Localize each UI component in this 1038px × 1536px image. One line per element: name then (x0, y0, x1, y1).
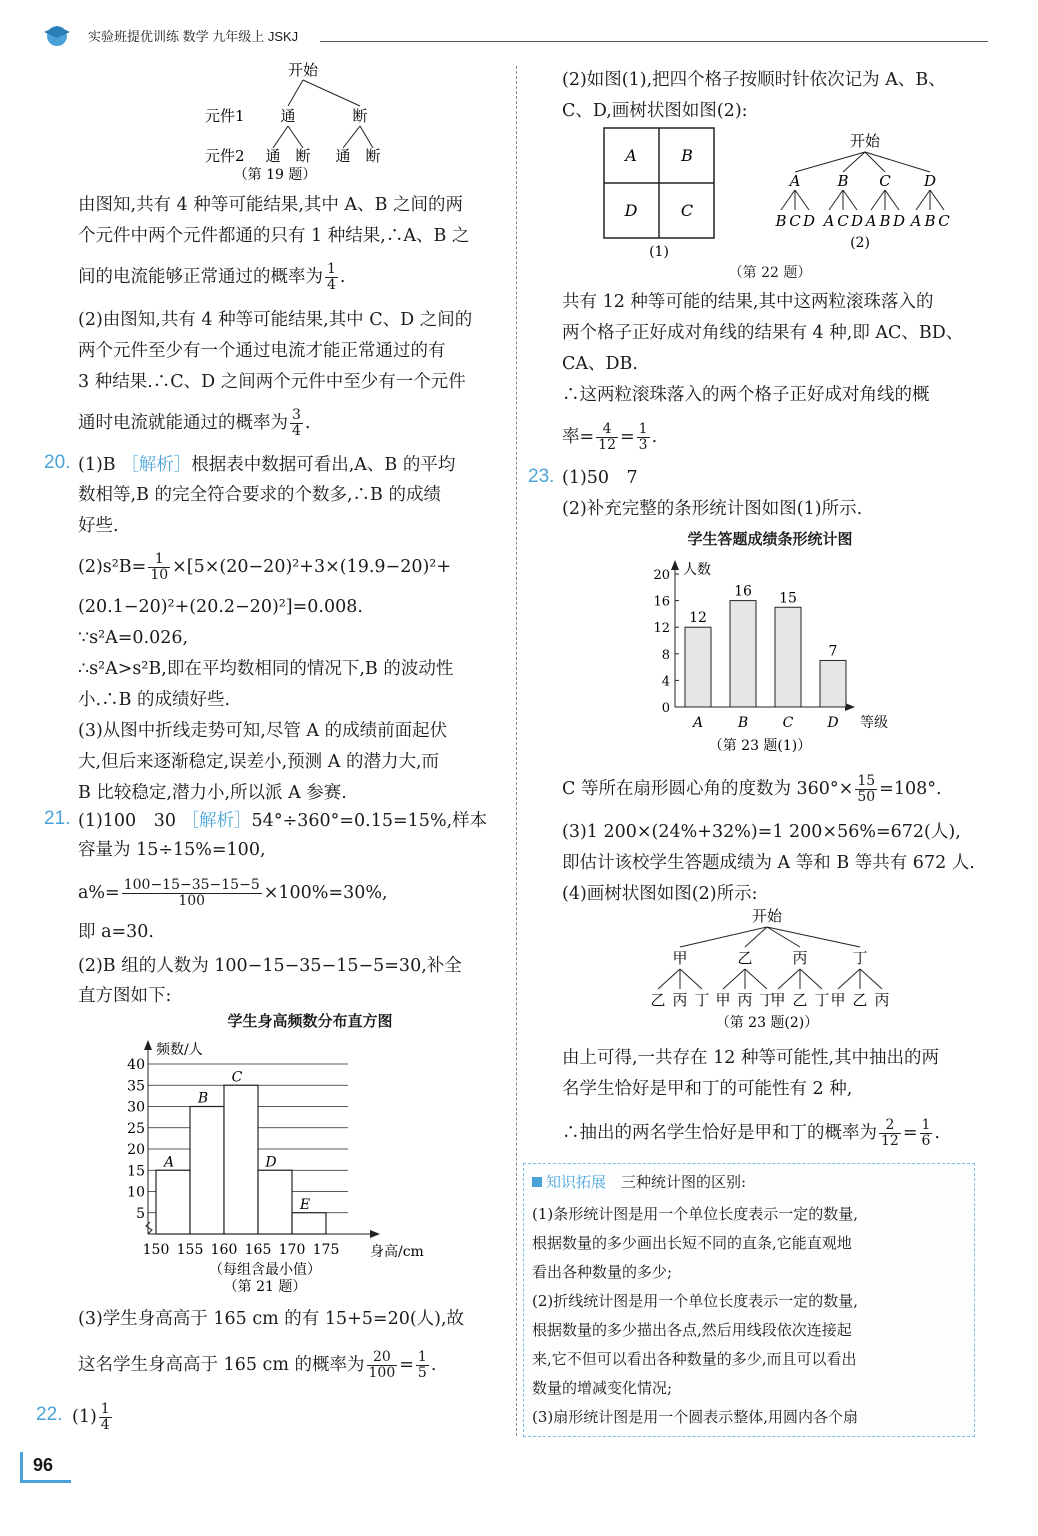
tree-root: 开始 (287, 61, 319, 79)
svg-text:(1): (1) (649, 244, 669, 260)
q22-1: (1) $\frac{1}{4}$ (72, 1401, 110, 1433)
q23-line2: (2)补充完整的条形统计图如图(1)所示. (562, 499, 863, 519)
svg-text:通: 通 (280, 107, 296, 125)
y-tick-label: 4 (661, 674, 670, 690)
svg-text:C: C (680, 201, 694, 220)
svg-text:D: D (624, 201, 638, 220)
tree-edge (838, 969, 860, 989)
question-number-20: 20. (44, 452, 71, 473)
question-number-23: 23. (528, 466, 555, 487)
graduation-cap-icon (40, 24, 74, 46)
fraction: $\frac{1}{5}$ (417, 1349, 427, 1381)
tree-leaf: C (789, 212, 801, 230)
tree-caption: (2) (850, 235, 870, 251)
y-axis-arrow (144, 1040, 152, 1050)
svg-text:断: 断 (365, 147, 381, 165)
fraction: $\frac{100-15-35-15-5}{100}$ (123, 877, 260, 909)
analysis-tag: ［解析］ (121, 454, 192, 474)
tree-diagram-19 (195, 58, 405, 183)
p22-line5: 率= $\frac{4}{12}$ = $\frac{1}{3}$ . (562, 421, 658, 453)
fraction: $\frac{1}{10}$ (150, 551, 169, 583)
q21-a-result: 即 a=30. (78, 922, 154, 942)
tree-root: 开始 (751, 907, 783, 925)
fraction: $\frac{3}{4}$ (292, 407, 301, 439)
y-tick-label: 12 (653, 621, 670, 637)
q20-2-line2: (20.1−20)²+(20.2−20)²]=0.008. (78, 597, 363, 617)
tree-node: 乙 (737, 949, 753, 967)
tree-edge (795, 190, 809, 210)
tree-edge (745, 969, 767, 989)
tree-leaf: 丙 (737, 991, 753, 1009)
y-tick-label: 15 (127, 1163, 145, 1180)
x-tick-label: 165 (244, 1242, 272, 1258)
p23-4-intro: (4)画树状图如图(2)所示: (562, 884, 758, 904)
x-tick-label: B (737, 715, 749, 731)
bar-value-label: 12 (689, 610, 707, 627)
x-tick-label: 170 (278, 1242, 306, 1258)
question-number-21: 21. (44, 808, 71, 829)
tree-leaf: B (879, 212, 891, 230)
bar-chart (640, 552, 900, 757)
axis-break (146, 1222, 152, 1234)
x-axis-arrow (370, 1230, 380, 1238)
histogram-title: 学生身高频数分布直方图 (227, 1013, 393, 1030)
y-axis-arrow (671, 560, 679, 570)
svg-text:B: B (681, 146, 693, 165)
tree-leaf: A (823, 212, 835, 230)
svg-text:断: 断 (352, 107, 368, 125)
tree-leaf: 丙 (672, 991, 688, 1009)
svg-text:通: 通 (265, 147, 281, 165)
tree-node: 甲 (672, 949, 688, 967)
tree-leaf: 乙 (650, 991, 666, 1009)
svg-text:通: 通 (335, 147, 351, 165)
tree-leaf: 丙 (874, 991, 890, 1009)
p22-line1: 共有 12 种等可能的结果,其中这两粒滚珠落入的 (562, 292, 934, 312)
header (40, 24, 990, 48)
tree-caption: （第 23 题(2)） (715, 1015, 819, 1031)
fraction: $\frac{2}{12}$ (881, 1117, 899, 1149)
p23-4-line2: 名学生恰好是甲和丁的可能性有 2 种, (562, 1079, 853, 1099)
q23-line1: (1)50 7 (562, 468, 638, 488)
bar-A (685, 627, 711, 707)
tree-node: A (789, 172, 801, 190)
fraction: $\frac{1}{4}$ (100, 1401, 110, 1433)
p23-3-line2: 即估计该校学生答题成绩为 A 等和 B 等共有 672 人. (562, 853, 975, 873)
tree-edge (829, 190, 843, 210)
tree-edge (778, 969, 800, 989)
tree-leaf: C (837, 212, 849, 230)
tree-node: C (879, 172, 891, 190)
tree-leaf: 丁 (759, 991, 775, 1009)
tree-node: 丙 (792, 949, 808, 967)
histogram-bar-B (190, 1107, 224, 1235)
para-19-2d: 通时电流就能通过的概率为 $\frac{3}{4}$ . (78, 407, 311, 439)
y-tick-label: 25 (127, 1120, 145, 1137)
q20-line2: 数相等,B 的完全符合要求的个数多,∴B 的成绩 (78, 485, 441, 505)
bar-value-label: 16 (734, 583, 752, 600)
q21-3-line1: (3)学生身高高于 165 cm 的有 15+5=20(人),故 (78, 1309, 465, 1329)
column-divider (516, 66, 517, 1436)
q21-line1: (1)100 30 ［解析］54°÷360°=0.15=15%,样本 (78, 810, 488, 831)
tree-edge (658, 969, 680, 989)
tree-edge (723, 969, 745, 989)
x-axis-label: 等级 (860, 715, 888, 731)
histogram-bar-E (292, 1213, 326, 1234)
q20-3-line3: B 比较稳定,潜力小,所以派 A 参赛. (78, 783, 347, 803)
tree-leaf: 甲 (715, 991, 731, 1009)
q20-2-line3: ∵s²A=0.026, (78, 628, 189, 648)
tree-leaf: 丁 (814, 991, 830, 1009)
p23-3-line1: (3)1 200×(24%+32%)=1 200×56%=672(人), (562, 822, 961, 842)
tree-diagram-23 (605, 905, 915, 1035)
tree-root: 开始 (849, 132, 881, 150)
tree-node: 丁 (852, 949, 868, 967)
tree-edge (767, 927, 860, 947)
tree-leaf: A (865, 212, 877, 230)
x-tick-label: A (692, 715, 704, 731)
page-number: 96 (33, 1455, 54, 1475)
q21-3-line2: 这名学生身高高于 165 cm 的概率为 $\frac{20}{100}$ = $\frac{1}{5}$ . (78, 1349, 437, 1381)
q20-2-line4: ∴s²A>s²B,即在平均数相同的情况下,B 的波动性 (78, 659, 454, 679)
bar-letter-label: E (299, 1196, 311, 1213)
bar-B (730, 601, 756, 707)
tree-edge (800, 969, 822, 989)
tree-edge (916, 190, 930, 210)
knowledge-header (532, 1170, 746, 1195)
svg-text:A: A (625, 146, 637, 165)
y-tick-label: 0 (661, 701, 670, 716)
tree-leaf: A (910, 212, 922, 230)
header-title: 实验班提优训练 数学 九年级上 JSKJ (88, 29, 299, 44)
knowledge-icon (532, 1177, 542, 1187)
fraction: $\frac{1}{6}$ (921, 1117, 931, 1149)
bar-C (775, 607, 801, 707)
bar-letter-label: B (197, 1090, 209, 1107)
header-rule (320, 41, 988, 42)
para-19-1b: 个元件中两个元件都通的只有 1 种结果,∴A、B 之 (78, 226, 470, 246)
para-19-2c: 3 种结果.∴C、D 之间两个元件中至少有一个元件 (78, 372, 466, 392)
x-tick-label: 160 (210, 1242, 238, 1258)
tree-row1-label: 元件1 (205, 107, 245, 125)
bar-D (820, 660, 846, 707)
figure-22-caption: （第 22 题） (728, 265, 812, 281)
tree-leaf: B (924, 212, 936, 230)
tree-diagram-22 (765, 130, 965, 255)
knowledge-extension-box (523, 1163, 975, 1437)
page-number-badge (20, 1452, 71, 1483)
y-tick-label: 8 (661, 647, 670, 663)
q20-3-line2: 大,但后来逐渐稳定,误差小,预测 A 的潜力大,而 (78, 752, 440, 772)
tree-node: B (837, 172, 849, 190)
y-axis-label: 频数/人 (156, 1042, 203, 1058)
tree-edge (767, 927, 800, 947)
bar-value-label: 15 (779, 590, 797, 607)
fraction: $\frac{1}{3}$ (638, 421, 648, 453)
x-tick-label: 150 (142, 1242, 170, 1258)
svg-text:断: 断 (295, 147, 311, 165)
tree-edge (781, 190, 795, 210)
bar-letter-label: C (231, 1069, 243, 1086)
q21-formula: a%= $\frac{100-15-35-15-5}{100}$ ×100%=30%, (78, 877, 388, 909)
q21-2-line1: (2)B 组的人数为 100−15−35−15−5=30,补全 (78, 956, 462, 976)
tree-leaf: D (850, 212, 864, 230)
x-tick-label: D (827, 715, 839, 731)
knowledge-lines: (1)条形统计图是用一个单位长度表示一定的数量, 根据数量的多少画出长短不同的直条,它能直观地 看出各种数量的多少; (2)折线统计图是用一个单位长度表示一定的数量, 根据数量的多少描出各点,然后用线段依次连接起 来,它不但可以看出各种数量的多少,而且可以看出 数量的增减变化情况; (3)扇形统计图是用一个圆表示整体,用圆内各个扇 (532, 1205, 859, 1426)
p22-line2: 两个格子正好成对角线的结果有 4 种,即 AC、BD、 (562, 323, 964, 343)
knowledge-tag: 知识拓展 (546, 1174, 607, 1191)
tree-edge (930, 190, 944, 210)
y-tick-label: 40 (127, 1057, 145, 1073)
tree-edge (871, 190, 885, 210)
x-tick-label: C (782, 715, 794, 731)
p23-c-line: C 等所在扇形圆心角的度数为 360°× $\frac{15}{50}$ =108°. (562, 773, 942, 805)
grid-figure (600, 126, 720, 261)
para-19-2b: 两个元件至少有一个通过电流才能正常通过的有 (78, 341, 446, 361)
tree-leaf: C (938, 212, 950, 230)
knowledge-title: 三种统计图的区别: (621, 1173, 747, 1191)
analysis-tag: ［解析］ (181, 810, 252, 830)
question-number-22: 22. (36, 1404, 63, 1425)
para-19-2a: (2)由图知,共有 4 种等可能结果,其中 C、D 之间的 (78, 310, 473, 330)
y-tick-label: 10 (127, 1184, 145, 1201)
tree-leaf: 乙 (852, 991, 868, 1009)
y-tick-label: 30 (127, 1099, 145, 1116)
bar-chart-title: 学生答题成绩条形统计图 (687, 531, 853, 548)
q21-2-line2: 直方图如下: (78, 986, 172, 1006)
bar-value-label: 7 (828, 643, 838, 660)
q22-2-line2: C、D,画树状图如图(2): (562, 101, 748, 121)
tree-leaf: 甲 (770, 991, 786, 1009)
y-axis-label: 人数 (683, 562, 711, 578)
tree-edge (843, 190, 857, 210)
q20-line1: (1)B ［解析］根据表中数据可看出,A、B 的平均 (78, 454, 456, 475)
tree-edge (680, 927, 767, 947)
histogram-bar-C (224, 1085, 258, 1234)
p23-4-line3: ∴抽出的两名学生恰好是甲和丁的概率为 $\frac{2}{12}$ = $\frac{1}{6}$ . (562, 1117, 940, 1149)
q20-2-line5: 小.∴B 的成绩好些. (78, 690, 231, 710)
tree-leaf: 丁 (694, 991, 710, 1009)
x-tick-label: 155 (176, 1242, 204, 1258)
q22-2-line1: (2)如图(1),把四个格子按顺时针依次记为 A、B、 (562, 70, 946, 90)
tree-row2-label: 元件2 (205, 147, 245, 165)
tree-edge (680, 969, 702, 989)
fraction: $\frac{20}{100}$ (368, 1349, 396, 1381)
q20-line3: 好些. (78, 516, 119, 536)
tree-edge (860, 969, 882, 989)
y-tick-label: 20 (653, 568, 670, 583)
tree-node: D (923, 172, 937, 190)
p22-line3: CA、DB. (562, 354, 638, 374)
histogram-bar-A (156, 1170, 190, 1234)
tree-edge (885, 190, 899, 210)
histogram-chart (120, 1034, 460, 1304)
q20-3-line1: (3)从图中折线走势可知,尽管 A 的成绩前面起伏 (78, 721, 448, 741)
y-tick-label: 35 (127, 1078, 145, 1095)
fraction: $\frac{15}{50}$ (857, 773, 876, 805)
fraction: $\frac{4}{12}$ (598, 421, 616, 453)
x-tick-label: 175 (312, 1242, 340, 1258)
chart-caption: （第 21 题） (223, 1279, 307, 1295)
q21-line2: 容量为 15÷15%=100, (78, 840, 266, 860)
tree-caption: （第 19 题） (233, 167, 317, 183)
q20-2-line1: (2)s²B= $\frac{1}{10}$ ×[5×(20−20)²+3×(19.9−20)²+ (78, 551, 451, 583)
fraction: $\frac{1}{4}$ (327, 261, 336, 293)
tree-leaf: D (892, 212, 906, 230)
p23-4-line1: 由上可得,一共存在 12 种等可能性,其中抽出的两 (562, 1048, 940, 1068)
bar-letter-label: D (265, 1154, 277, 1171)
x-axis-label: 身高/cm (370, 1244, 424, 1260)
y-tick-label: 20 (127, 1142, 145, 1158)
y-tick-label: 16 (653, 594, 670, 610)
histogram-bar-D (258, 1170, 292, 1234)
bar-letter-label: A (163, 1154, 175, 1171)
para-19-1c: 间的电流能够正常通过的概率为 $\frac{1}{4}$ . (78, 261, 346, 293)
tree-leaf: 甲 (830, 991, 846, 1009)
p22-line4: ∴这两粒滚珠落入的两个格子正好成对角线的概 (562, 385, 930, 405)
tree-leaf: B (775, 212, 787, 230)
chart-caption: （第 23 题(1)） (708, 738, 812, 754)
chart-note: （每组含最小值） (209, 1262, 321, 1278)
y-tick-label: 5 (136, 1205, 145, 1222)
para-19-1a: 由图知,共有 4 种等可能结果,其中 A、B 之间的两 (78, 195, 464, 215)
tree-leaf: 乙 (792, 991, 808, 1009)
tree-leaf: D (802, 212, 816, 230)
